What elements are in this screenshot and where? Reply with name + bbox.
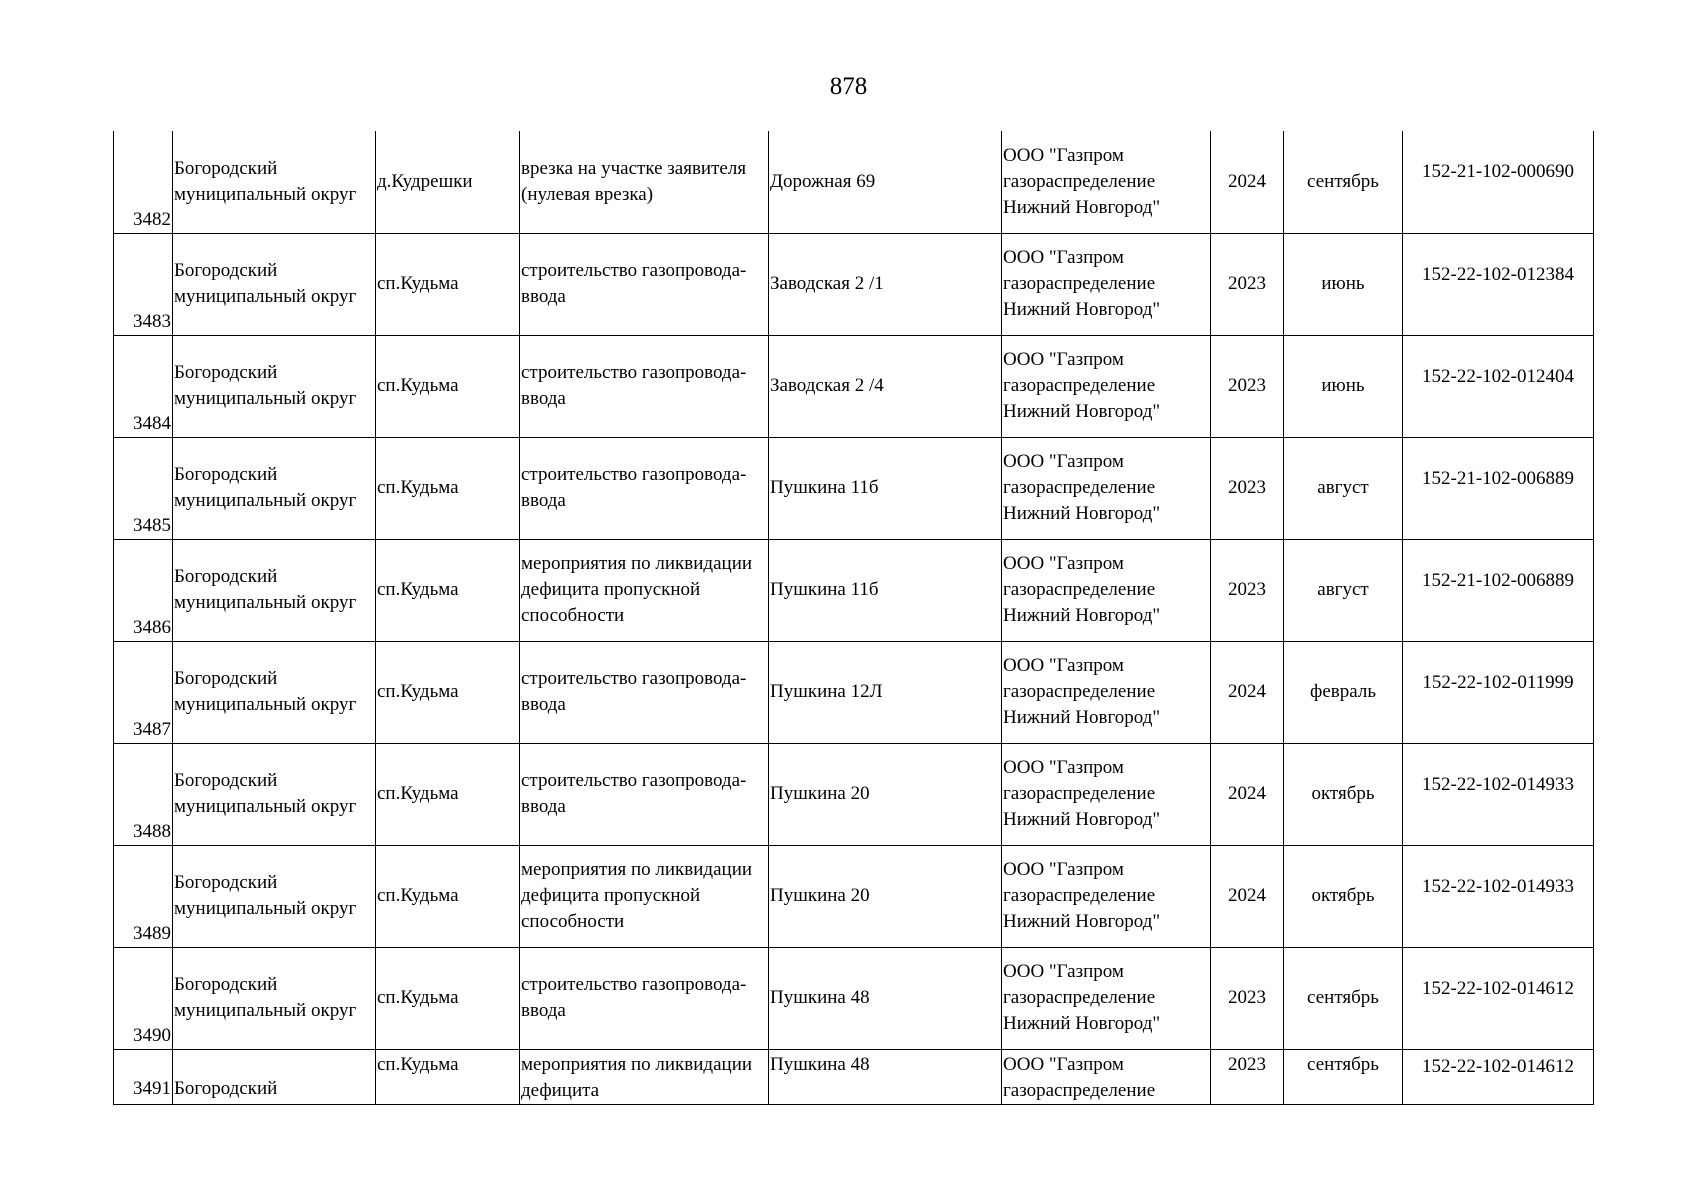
- settlement-cell: сп.Кудьма: [376, 233, 520, 335]
- table-row: [114, 131, 1594, 233]
- organization-cell: ООО "Газпром газораспределение: [1002, 1049, 1211, 1104]
- row-number: 3482: [114, 131, 173, 233]
- table-row-partial: [114, 1049, 1594, 1104]
- address-cell: Пушкина 20: [769, 743, 1002, 845]
- table-row: [114, 437, 1594, 539]
- table-row: [114, 539, 1594, 641]
- application-number-cell: 152-22-102-012404: [1403, 335, 1594, 437]
- table-row: [114, 845, 1594, 947]
- organization-cell: ООО "Газпром газораспределение Нижний Новгород": [1002, 947, 1211, 1049]
- month-cell: сентябрь: [1284, 947, 1403, 1049]
- row-number: 3483: [114, 233, 173, 335]
- month-cell: сентябрь: [1284, 131, 1403, 233]
- page-number: 878: [829, 73, 868, 100]
- settlement-cell: сп.Кудьма: [376, 437, 520, 539]
- work-type-cell: строительство газопровода-ввода: [520, 641, 769, 743]
- organization-cell: ООО "Газпром газораспределение Нижний Новгород": [1002, 743, 1211, 845]
- row-number: 3486: [114, 539, 173, 641]
- table-row: [114, 947, 1594, 1049]
- table-row: [114, 743, 1594, 845]
- settlement-cell: д.Кудрешки: [376, 131, 520, 233]
- settlement-cell: сп.Кудьма: [376, 641, 520, 743]
- work-type-cell: строительство газопровода-ввода: [520, 335, 769, 437]
- row-number: 3485: [114, 437, 173, 539]
- month-cell: июнь: [1284, 335, 1403, 437]
- work-type-cell: мероприятия по ликвидации дефицита: [520, 1049, 769, 1104]
- work-type-cell: строительство газопровода-ввода: [520, 947, 769, 1049]
- year-cell: 2023: [1211, 233, 1284, 335]
- organization-cell: ООО "Газпром газораспределение Нижний Новгород": [1002, 233, 1211, 335]
- application-number-cell: 152-21-102-000690: [1403, 131, 1594, 233]
- settlement-cell: сп.Кудьма: [376, 539, 520, 641]
- district-cell: Богородский муниципальный округ: [173, 131, 376, 233]
- month-cell: сентябрь: [1284, 1049, 1403, 1104]
- application-number-cell: 152-22-102-011999: [1403, 641, 1594, 743]
- month-cell: октябрь: [1284, 743, 1403, 845]
- settlement-cell: сп.Кудьма: [376, 947, 520, 1049]
- work-type-cell: строительство газопровода-ввода: [520, 437, 769, 539]
- month-cell: август: [1284, 539, 1403, 641]
- registry-table: [113, 131, 1594, 1105]
- table-row: [114, 233, 1594, 335]
- application-number-cell: 152-22-102-012384: [1403, 233, 1594, 335]
- work-type-cell: строительство газопровода-ввода: [520, 743, 769, 845]
- row-number: 3484: [114, 335, 173, 437]
- settlement-cell: сп.Кудьма: [376, 743, 520, 845]
- organization-cell: ООО "Газпром газораспределение Нижний Новгород": [1002, 335, 1211, 437]
- address-cell: Пушкина 48: [769, 1049, 1002, 1104]
- district-cell: Богородский муниципальный округ: [173, 641, 376, 743]
- month-cell: октябрь: [1284, 845, 1403, 947]
- application-number-cell: 152-22-102-014612: [1403, 947, 1594, 1049]
- settlement-cell: сп.Кудьма: [376, 1049, 520, 1104]
- address-cell: Пушкина 11б: [769, 539, 1002, 641]
- year-cell: 2024: [1211, 845, 1284, 947]
- district-cell: Богородский муниципальный округ: [173, 947, 376, 1049]
- table-row: [114, 335, 1594, 437]
- district-cell: Богородский муниципальный округ: [173, 743, 376, 845]
- address-cell: Дорожная 69: [769, 131, 1002, 233]
- organization-cell: ООО "Газпром газораспределение Нижний Новгород": [1002, 845, 1211, 947]
- year-cell: 2023: [1211, 1049, 1284, 1104]
- work-type-cell: мероприятия по ликвидации дефицита пропускной способности: [520, 539, 769, 641]
- address-cell: Пушкина 48: [769, 947, 1002, 1049]
- application-number-cell: 152-22-102-014933: [1403, 845, 1594, 947]
- month-cell: июнь: [1284, 233, 1403, 335]
- row-number: 3489: [114, 845, 173, 947]
- district-cell: Богородский: [173, 1049, 376, 1104]
- year-cell: 2023: [1211, 539, 1284, 641]
- address-cell: Пушкина 11б: [769, 437, 1002, 539]
- application-number-cell: 152-22-102-014933: [1403, 743, 1594, 845]
- application-number-cell: 152-22-102-014612: [1403, 1049, 1594, 1104]
- table-body: [114, 131, 1594, 1104]
- application-number-cell: 152-21-102-006889: [1403, 437, 1594, 539]
- district-cell: Богородский муниципальный округ: [173, 845, 376, 947]
- work-type-cell: мероприятия по ликвидации дефицита пропускной способности: [520, 845, 769, 947]
- work-type-cell: строительство газопровода-ввода: [520, 233, 769, 335]
- year-cell: 2023: [1211, 335, 1284, 437]
- address-cell: Заводская 2 /4: [769, 335, 1002, 437]
- district-cell: Богородский муниципальный округ: [173, 335, 376, 437]
- year-cell: 2024: [1211, 743, 1284, 845]
- application-number-cell: 152-21-102-006889: [1403, 539, 1594, 641]
- work-type-cell: врезка на участке заявителя (нулевая врезка): [520, 131, 769, 233]
- district-cell: Богородский муниципальный округ: [173, 233, 376, 335]
- year-cell: 2024: [1211, 131, 1284, 233]
- district-cell: Богородский муниципальный округ: [173, 437, 376, 539]
- settlement-cell: сп.Кудьма: [376, 845, 520, 947]
- organization-cell: ООО "Газпром газораспределение Нижний Новгород": [1002, 437, 1211, 539]
- year-cell: 2023: [1211, 947, 1284, 1049]
- table-row: [114, 641, 1594, 743]
- row-number: 3490: [114, 947, 173, 1049]
- address-cell: Пушкина 12Л: [769, 641, 1002, 743]
- year-cell: 2024: [1211, 641, 1284, 743]
- address-cell: Заводская 2 /1: [769, 233, 1002, 335]
- organization-cell: ООО "Газпром газораспределение Нижний Новгород": [1002, 131, 1211, 233]
- settlement-cell: сп.Кудьма: [376, 335, 520, 437]
- district-cell: Богородский муниципальный округ: [173, 539, 376, 641]
- organization-cell: ООО "Газпром газораспределение Нижний Новгород": [1002, 539, 1211, 641]
- organization-cell: ООО "Газпром газораспределение Нижний Новгород": [1002, 641, 1211, 743]
- row-number: 3491: [114, 1049, 173, 1104]
- year-cell: 2023: [1211, 437, 1284, 539]
- month-cell: февраль: [1284, 641, 1403, 743]
- row-number: 3487: [114, 641, 173, 743]
- address-cell: Пушкина 20: [769, 845, 1002, 947]
- row-number: 3488: [114, 743, 173, 845]
- month-cell: август: [1284, 437, 1403, 539]
